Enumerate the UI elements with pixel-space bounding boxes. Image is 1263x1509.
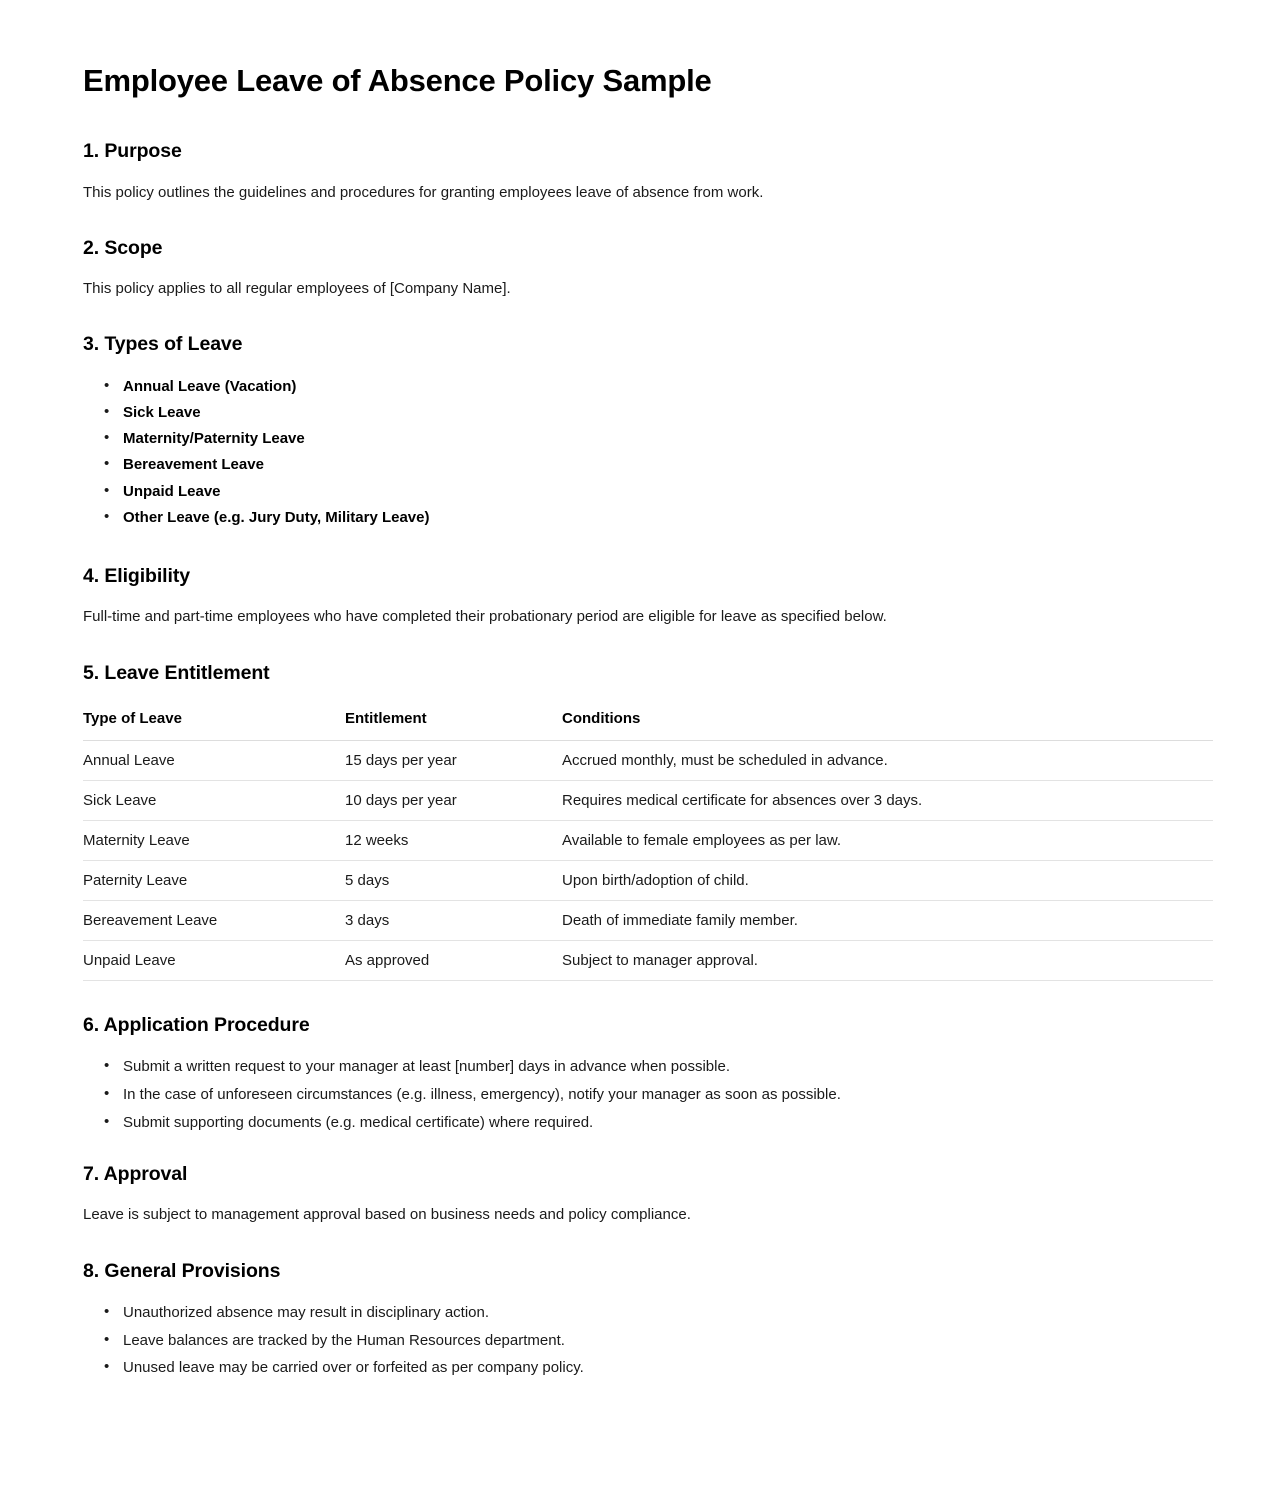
list-item: • Unused leave may be carried over or forfeited as per company policy.	[112, 1358, 1183, 1377]
section-heading-types-of-leave: 3. Types of Leave	[83, 333, 243, 356]
cell-type-of-leave: Paternity Leave	[83, 860, 345, 900]
cell-type-of-leave: Sick Leave	[83, 780, 345, 820]
cell-entitlement: 5 days	[345, 860, 562, 900]
section-body-approval: Leave is subject to management approval based on business needs and policy compliance.	[83, 1206, 691, 1224]
cell-entitlement: 15 days per year	[345, 740, 562, 780]
spacer	[83, 1226, 1183, 1259]
list-item: • In the case of unforeseen circumstances (e.g. illness, emergency), notify your manager as soon as possible.	[112, 1085, 1183, 1104]
list-item: • Leave balances are tracked by the Human Resources department.	[112, 1331, 1183, 1350]
cell-entitlement: 3 days	[345, 900, 562, 940]
cell-conditions: Death of immediate family member.	[562, 900, 1213, 940]
list-item: • Unauthorized absence may result in disciplinary action.	[112, 1303, 1183, 1322]
column-header-conditions: Conditions	[562, 710, 1213, 741]
leave-entitlement-table	[83, 710, 1213, 981]
list-item: • Sick Leave	[112, 403, 1183, 422]
section-heading-application-procedure: 6. Application Procedure	[83, 1013, 310, 1036]
types-of-leave-list	[83, 377, 1183, 527]
table-header	[83, 710, 1213, 741]
table-row	[83, 940, 1213, 980]
cell-conditions: Available to female employees as per law.	[562, 820, 1213, 860]
spacer	[83, 534, 1183, 564]
list-item: • Submit supporting documents (e.g. medical certificate) where required.	[112, 1113, 1183, 1132]
table-row	[83, 900, 1213, 940]
spacer	[83, 164, 1183, 183]
section-heading-eligibility: 4. Eligibility	[83, 564, 190, 587]
list-item: • Annual Leave (Vacation)	[112, 377, 1183, 396]
list-item: • Submit a written request to your manager at least [number] days in advance when possible.	[112, 1057, 1183, 1076]
section-heading-approval: 7. Approval	[83, 1162, 188, 1185]
table-row	[83, 780, 1213, 820]
list-item: • Unpaid Leave	[112, 482, 1183, 501]
general-provisions-list	[83, 1303, 1183, 1378]
cell-entitlement: 12 weeks	[345, 820, 562, 860]
list-item: • Bereavement Leave	[112, 455, 1183, 474]
section-body-scope: This policy applies to all regular employees of [Company Name].	[83, 280, 511, 298]
cell-type-of-leave: Bereavement Leave	[83, 900, 345, 940]
section-heading-purpose: 1. Purpose	[83, 140, 182, 163]
table-row	[83, 860, 1213, 900]
cell-type-of-leave: Unpaid Leave	[83, 940, 345, 980]
cell-conditions: Requires medical certificate for absences over 3 days.	[562, 780, 1213, 820]
column-header-type-of-leave: Type of Leave	[83, 710, 345, 741]
cell-entitlement: As approved	[345, 940, 562, 980]
cell-conditions: Accrued monthly, must be scheduled in advance.	[562, 740, 1213, 780]
list-item: • Maternity/Paternity Leave	[112, 429, 1183, 448]
page-title: Employee Leave of Absence Policy Sample	[83, 63, 712, 98]
spacer	[83, 1132, 1183, 1162]
document-content	[83, 0, 1183, 1377]
section-body-purpose: This policy outlines the guidelines and procedures for granting employees leave of absence from work.	[83, 183, 764, 201]
list-item: • Other Leave (e.g. Jury Duty, Military Leave)	[112, 508, 1183, 527]
cell-entitlement: 10 days per year	[345, 780, 562, 820]
application-procedure-list	[83, 1057, 1183, 1132]
spacer	[83, 203, 1183, 236]
spacer	[83, 685, 1183, 710]
column-header-entitlement: Entitlement	[345, 710, 562, 741]
spacer	[83, 588, 1183, 607]
cell-type-of-leave: Annual Leave	[83, 740, 345, 780]
spacer	[83, 981, 1183, 1013]
spacer	[83, 1283, 1183, 1303]
section-heading-scope: 2. Scope	[83, 236, 163, 259]
table-row	[83, 820, 1213, 860]
table-row	[83, 740, 1213, 780]
cell-conditions: Subject to manager approval.	[562, 940, 1213, 980]
spacer	[83, 260, 1183, 279]
section-heading-general-provisions: 8. General Provisions	[83, 1259, 281, 1282]
table-header-row	[83, 710, 1213, 741]
spacer	[83, 628, 1183, 661]
spacer	[83, 1186, 1183, 1205]
section-heading-leave-entitlement: 5. Leave Entitlement	[83, 661, 270, 684]
table-body	[83, 740, 1213, 980]
cell-type-of-leave: Maternity Leave	[83, 820, 345, 860]
spacer	[83, 299, 1183, 332]
section-body-eligibility: Full-time and part-time employees who have completed their probationary period are eligible for leave as specified below.	[83, 608, 887, 626]
cell-conditions: Upon birth/adoption of child.	[562, 860, 1213, 900]
spacer	[83, 1037, 1183, 1057]
spacer	[83, 357, 1183, 377]
spacer	[83, 99, 1183, 139]
